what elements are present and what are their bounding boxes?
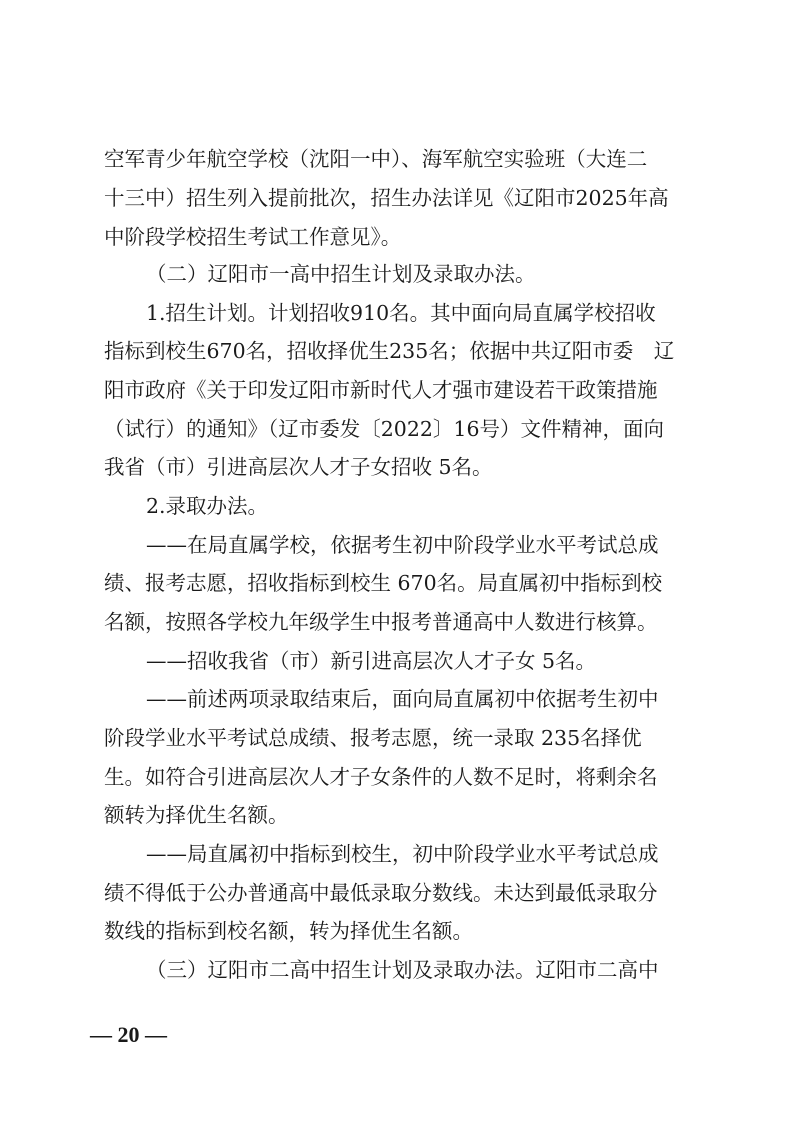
paragraph-line: 我省（市）引进高层次人才子女招收 5名。 — [104, 455, 493, 479]
paragraph-line: ——前述两项录取结束后，面向局直属初中依据考生初中 — [146, 687, 659, 711]
paragraph-line: 额转为择优生名额。 — [104, 803, 289, 827]
paragraph-line: 1.招生计划。计划招收910名。其中面向局直属学校招收 — [146, 301, 656, 325]
paragraph-line: 阳市政府《关于印发辽阳市新时代人才强市建设若干政策措施 — [104, 378, 658, 402]
page-number: — 20 — — [90, 1022, 167, 1047]
paragraph-line: 中阶段学校招生考试工作意见》。 — [104, 225, 402, 249]
paragraph-line: 名额，按照各学校九年级学生中报考普通高中人数进行核算。 — [104, 610, 658, 634]
paragraph-line: ——局直属初中指标到校生，初中阶段学业水平考试总成 — [146, 842, 659, 866]
paragraph-line: 数线的指标到校名额，转为择优生名额。 — [104, 919, 473, 943]
paragraph-line: 绩不得低于公办普通高中最低录取分数线。未达到最低录取分 — [104, 881, 658, 905]
paragraph-line: ——在局直属学校，依据考生初中阶段学业水平考试总成 — [146, 533, 659, 557]
paragraph-line: 阶段学业水平考试总成绩、报考志愿，统一录取 235名择优 — [104, 726, 642, 750]
paragraph-line: 绩、报考志愿，招收指标到校生 670名。局直属初中指标到校 — [104, 571, 663, 595]
paragraph-line: 空军青少年航空学校（沈阳一中）、海军航空实验班（大连二 — [104, 147, 648, 171]
paragraph-line: （试行）的通知》（辽市委发〔2022〕16号）文件精神，面向 — [104, 417, 665, 441]
paragraph-line: ——招收我省（市）新引进高层次人才子女 5名。 — [146, 649, 597, 673]
paragraph-line: 十三中）招生列入提前批次，招生办法详见《辽阳市2025年高 — [104, 186, 669, 210]
section-heading: （二）辽阳市一高中招生计划及录取办法。 — [146, 262, 536, 286]
section-heading: （三）辽阳市二高中招生计划及录取办法。辽阳市二高中 — [146, 958, 659, 982]
paragraph-line: 生。如符合引进高层次人才子女条件的人数不足时，将剩余名 — [104, 765, 658, 789]
paragraph-line: 指标到校生670名，招收择优生235名；依据中共辽阳市委 辽 — [104, 339, 675, 363]
paragraph-line: 2.录取办法。 — [146, 494, 269, 518]
